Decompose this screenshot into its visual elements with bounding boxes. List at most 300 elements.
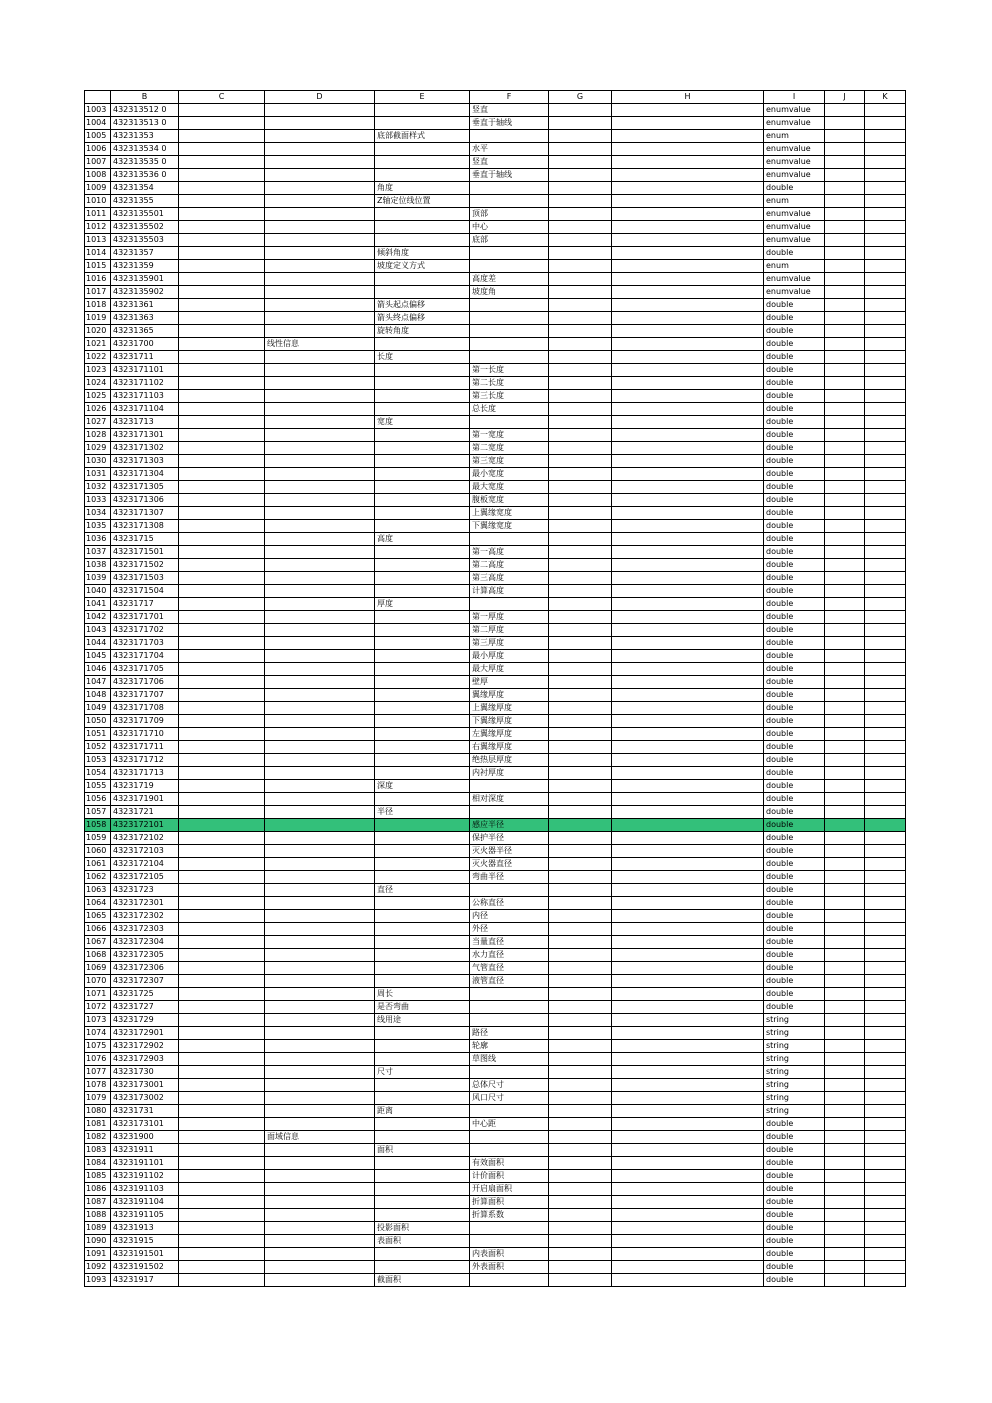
cell-b: 4323191502	[111, 1261, 179, 1274]
cell-c	[179, 1001, 265, 1014]
cell-d	[265, 598, 375, 611]
row-number: 1076	[85, 1053, 111, 1066]
cell-h	[612, 195, 764, 208]
cell-b: 4323171302	[111, 442, 179, 455]
table-row	[85, 923, 906, 936]
cell-f: 有效面积	[470, 1157, 549, 1170]
cell-i: double	[764, 845, 825, 858]
cell-g	[549, 377, 612, 390]
table-row	[85, 1092, 906, 1105]
cell-h	[612, 260, 764, 273]
table-row	[85, 351, 906, 364]
cell-c	[179, 858, 265, 871]
cell-h	[612, 364, 764, 377]
cell-e	[375, 507, 470, 520]
cell-j	[825, 975, 865, 988]
cell-h	[612, 676, 764, 689]
cell-i: double	[764, 1118, 825, 1131]
cell-h	[612, 416, 764, 429]
cell-g	[549, 845, 612, 858]
cell-i: double	[764, 793, 825, 806]
table-row	[85, 819, 906, 832]
cell-j	[825, 1040, 865, 1053]
cell-g	[549, 455, 612, 468]
cell-e	[375, 624, 470, 637]
cell-k	[865, 572, 906, 585]
table-row	[85, 754, 906, 767]
cell-c	[179, 156, 265, 169]
table-row	[85, 377, 906, 390]
cell-h	[612, 208, 764, 221]
cell-f: 中心距	[470, 1118, 549, 1131]
cell-b: 4323135902	[111, 286, 179, 299]
row-number: 1021	[85, 338, 111, 351]
cell-f: 第三厚度	[470, 637, 549, 650]
row-number: 1034	[85, 507, 111, 520]
cell-f	[470, 312, 549, 325]
cell-e: 表面积	[375, 1235, 470, 1248]
table-row	[85, 117, 906, 130]
row-number: 1007	[85, 156, 111, 169]
cell-h	[612, 312, 764, 325]
cell-d	[265, 117, 375, 130]
cell-i: enum	[764, 195, 825, 208]
row-number: 1005	[85, 130, 111, 143]
cell-g	[549, 208, 612, 221]
cell-k	[865, 1053, 906, 1066]
cell-b: 432313535 0	[111, 156, 179, 169]
cell-j	[825, 1118, 865, 1131]
cell-c	[179, 143, 265, 156]
cell-d	[265, 195, 375, 208]
cell-b: 4323172305	[111, 949, 179, 962]
cell-i: double	[764, 1196, 825, 1209]
cell-d	[265, 1040, 375, 1053]
cell-g	[549, 572, 612, 585]
cell-k	[865, 1222, 906, 1235]
cell-k	[865, 689, 906, 702]
cell-i: double	[764, 897, 825, 910]
row-number: 1012	[85, 221, 111, 234]
table-row	[85, 572, 906, 585]
cell-i: double	[764, 1248, 825, 1261]
cell-j	[825, 481, 865, 494]
cell-i: double	[764, 624, 825, 637]
cell-g	[549, 650, 612, 663]
cell-c	[179, 481, 265, 494]
cell-g	[549, 871, 612, 884]
cell-h	[612, 130, 764, 143]
cell-h	[612, 650, 764, 663]
row-number: 1080	[85, 1105, 111, 1118]
cell-i: enumvalue	[764, 117, 825, 130]
cell-h	[612, 403, 764, 416]
cell-b: 4323171707	[111, 689, 179, 702]
cell-b: 432313512 0	[111, 104, 179, 117]
cell-h	[612, 377, 764, 390]
row-number: 1088	[85, 1209, 111, 1222]
row-number: 1093	[85, 1274, 111, 1287]
cell-e	[375, 377, 470, 390]
cell-e	[375, 676, 470, 689]
cell-k	[865, 442, 906, 455]
cell-e	[375, 494, 470, 507]
cell-b: 4323172101	[111, 819, 179, 832]
cell-g	[549, 403, 612, 416]
cell-g	[549, 663, 612, 676]
cell-e: 长度	[375, 351, 470, 364]
row-number: 1014	[85, 247, 111, 260]
cell-j	[825, 429, 865, 442]
cell-g	[549, 741, 612, 754]
row-number: 1056	[85, 793, 111, 806]
cell-d	[265, 1196, 375, 1209]
cell-b: 43231723	[111, 884, 179, 897]
cell-g	[549, 611, 612, 624]
cell-c	[179, 1066, 265, 1079]
cell-c	[179, 117, 265, 130]
cell-h	[612, 351, 764, 364]
row-number: 1020	[85, 325, 111, 338]
cell-d	[265, 845, 375, 858]
cell-i: double	[764, 598, 825, 611]
cell-g	[549, 1222, 612, 1235]
cell-h	[612, 494, 764, 507]
cell-d	[265, 1209, 375, 1222]
table-row	[85, 1105, 906, 1118]
cell-c	[179, 182, 265, 195]
cell-f: 最大厚度	[470, 663, 549, 676]
cell-f: 气管直径	[470, 962, 549, 975]
cell-j	[825, 260, 865, 273]
cell-c	[179, 377, 265, 390]
cell-j	[825, 1105, 865, 1118]
cell-h	[612, 1235, 764, 1248]
cell-e	[375, 286, 470, 299]
cell-g	[549, 429, 612, 442]
cell-b: 4323135502	[111, 221, 179, 234]
cell-k	[865, 299, 906, 312]
cell-c	[179, 286, 265, 299]
cell-b: 4323172103	[111, 845, 179, 858]
cell-g	[549, 416, 612, 429]
cell-k	[865, 819, 906, 832]
cell-h	[612, 780, 764, 793]
cell-k	[865, 975, 906, 988]
cell-j	[825, 169, 865, 182]
cell-f	[470, 182, 549, 195]
cell-g	[549, 1248, 612, 1261]
cell-k	[865, 1183, 906, 1196]
cell-g	[549, 299, 612, 312]
cell-h	[612, 325, 764, 338]
cell-i: double	[764, 728, 825, 741]
cell-f: 水力直径	[470, 949, 549, 962]
cell-f: 灭火器直径	[470, 858, 549, 871]
cell-j	[825, 442, 865, 455]
cell-d	[265, 754, 375, 767]
cell-e	[375, 104, 470, 117]
cell-c	[179, 1092, 265, 1105]
cell-k	[865, 1001, 906, 1014]
cell-j	[825, 195, 865, 208]
row-number: 1037	[85, 546, 111, 559]
cell-c	[179, 442, 265, 455]
cell-j	[825, 1053, 865, 1066]
cell-b: 4323171301	[111, 429, 179, 442]
row-number: 1081	[85, 1118, 111, 1131]
row-number: 1038	[85, 559, 111, 572]
cell-b: 43231913	[111, 1222, 179, 1235]
cell-k	[865, 897, 906, 910]
cell-h	[612, 390, 764, 403]
table-row	[85, 1040, 906, 1053]
cell-d	[265, 429, 375, 442]
table-row	[85, 1066, 906, 1079]
cell-k	[865, 130, 906, 143]
cell-b: 4323171103	[111, 390, 179, 403]
cell-d	[265, 533, 375, 546]
cell-c	[179, 650, 265, 663]
cell-f: 第一宽度	[470, 429, 549, 442]
cell-c	[179, 923, 265, 936]
cell-k	[865, 429, 906, 442]
cell-h	[612, 845, 764, 858]
cell-j	[825, 1131, 865, 1144]
cell-e	[375, 637, 470, 650]
cell-i: double	[764, 650, 825, 663]
cell-j	[825, 156, 865, 169]
cell-i: enumvalue	[764, 169, 825, 182]
cell-g	[549, 585, 612, 598]
cell-f: 计算高度	[470, 585, 549, 598]
cell-f: 第一长度	[470, 364, 549, 377]
cell-i: enumvalue	[764, 234, 825, 247]
cell-k	[865, 1261, 906, 1274]
table-row	[85, 728, 906, 741]
cell-i: double	[764, 832, 825, 845]
cell-k	[865, 494, 906, 507]
cell-c	[179, 234, 265, 247]
table-row	[85, 1053, 906, 1066]
cell-e	[375, 845, 470, 858]
cell-h	[612, 1170, 764, 1183]
cell-g	[549, 962, 612, 975]
cell-i: double	[764, 494, 825, 507]
cell-k	[865, 650, 906, 663]
cell-k	[865, 312, 906, 325]
cell-b: 43231729	[111, 1014, 179, 1027]
cell-e	[375, 442, 470, 455]
cell-g	[549, 1183, 612, 1196]
cell-f: 外表面积	[470, 1261, 549, 1274]
cell-e: 箭头起点偏移	[375, 299, 470, 312]
cell-k	[865, 338, 906, 351]
cell-d	[265, 1183, 375, 1196]
cell-c	[179, 884, 265, 897]
table-row	[85, 546, 906, 559]
cell-h	[612, 234, 764, 247]
cell-j	[825, 832, 865, 845]
cell-j	[825, 546, 865, 559]
cell-f: 路径	[470, 1027, 549, 1040]
cell-h	[612, 468, 764, 481]
table-row	[85, 624, 906, 637]
cell-d	[265, 819, 375, 832]
cell-g	[549, 156, 612, 169]
cell-g	[549, 1014, 612, 1027]
cell-f: 当量直径	[470, 936, 549, 949]
cell-h	[612, 975, 764, 988]
cell-e	[375, 1027, 470, 1040]
row-number: 1031	[85, 468, 111, 481]
cell-k	[865, 1248, 906, 1261]
cell-f: 绝热层厚度	[470, 754, 549, 767]
cell-i: double	[764, 780, 825, 793]
cell-g	[549, 767, 612, 780]
table-row	[85, 286, 906, 299]
cell-j	[825, 650, 865, 663]
cell-j	[825, 117, 865, 130]
cell-f: 腹板宽度	[470, 494, 549, 507]
cell-h	[612, 507, 764, 520]
cell-j	[825, 1066, 865, 1079]
cell-j	[825, 858, 865, 871]
cell-d	[265, 208, 375, 221]
cell-k	[865, 195, 906, 208]
cell-d	[265, 936, 375, 949]
cell-c	[179, 1183, 265, 1196]
cell-g	[549, 520, 612, 533]
cell-g	[549, 1066, 612, 1079]
cell-i: double	[764, 1183, 825, 1196]
cell-b: 43231719	[111, 780, 179, 793]
cell-i: double	[764, 390, 825, 403]
row-number: 1054	[85, 767, 111, 780]
cell-f	[470, 1222, 549, 1235]
row-number: 1052	[85, 741, 111, 754]
cell-g	[549, 182, 612, 195]
cell-c	[179, 1118, 265, 1131]
cell-b: 4323171304	[111, 468, 179, 481]
cell-g	[549, 364, 612, 377]
cell-c	[179, 416, 265, 429]
cell-i: double	[764, 585, 825, 598]
cell-d	[265, 663, 375, 676]
cell-b: 4323171702	[111, 624, 179, 637]
cell-d	[265, 884, 375, 897]
cell-g	[549, 1131, 612, 1144]
cell-c	[179, 1248, 265, 1261]
cell-d	[265, 169, 375, 182]
cell-e	[375, 858, 470, 871]
cell-j	[825, 676, 865, 689]
cell-e	[375, 208, 470, 221]
cell-i: double	[764, 663, 825, 676]
row-number: 1089	[85, 1222, 111, 1235]
cell-k	[865, 1027, 906, 1040]
row-number: 1061	[85, 858, 111, 871]
cell-d	[265, 715, 375, 728]
cell-e	[375, 728, 470, 741]
table-row	[85, 390, 906, 403]
cell-f	[470, 130, 549, 143]
cell-c	[179, 312, 265, 325]
row-number: 1087	[85, 1196, 111, 1209]
cell-b: 43231713	[111, 416, 179, 429]
cell-h	[612, 1053, 764, 1066]
cell-h	[612, 585, 764, 598]
cell-j	[825, 520, 865, 533]
row-number: 1032	[85, 481, 111, 494]
cell-f	[470, 884, 549, 897]
cell-f: 最小厚度	[470, 650, 549, 663]
cell-d	[265, 767, 375, 780]
cell-i: enumvalue	[764, 273, 825, 286]
cell-b: 43231355	[111, 195, 179, 208]
cell-d	[265, 910, 375, 923]
cell-k	[865, 936, 906, 949]
cell-k	[865, 1170, 906, 1183]
row-number: 1028	[85, 429, 111, 442]
cell-e	[375, 1053, 470, 1066]
cell-e	[375, 1040, 470, 1053]
cell-c	[179, 988, 265, 1001]
cell-j	[825, 143, 865, 156]
cell-e	[375, 663, 470, 676]
cell-h	[612, 429, 764, 442]
cell-h	[612, 520, 764, 533]
cell-b: 432313534 0	[111, 143, 179, 156]
cell-k	[865, 533, 906, 546]
cell-g	[549, 143, 612, 156]
cell-c	[179, 273, 265, 286]
cell-g	[549, 468, 612, 481]
row-number: 1051	[85, 728, 111, 741]
cell-i: double	[764, 936, 825, 949]
cell-e	[375, 715, 470, 728]
cell-c	[179, 1027, 265, 1040]
cell-d	[265, 1066, 375, 1079]
cell-e: 底部截面样式	[375, 130, 470, 143]
cell-b: 4323172303	[111, 923, 179, 936]
cell-k	[865, 663, 906, 676]
table-row	[85, 182, 906, 195]
row-number: 1065	[85, 910, 111, 923]
cell-b: 4323171704	[111, 650, 179, 663]
cell-b: 43231730	[111, 1066, 179, 1079]
row-number: 1078	[85, 1079, 111, 1092]
cell-d	[265, 494, 375, 507]
cell-c	[179, 1040, 265, 1053]
cell-f: 上翼缘宽度	[470, 507, 549, 520]
row-number: 1059	[85, 832, 111, 845]
cell-e: 半径	[375, 806, 470, 819]
cell-k	[865, 806, 906, 819]
cell-k	[865, 871, 906, 884]
cell-j	[825, 247, 865, 260]
cell-i: double	[764, 429, 825, 442]
cell-f: 右翼缘厚度	[470, 741, 549, 754]
cell-g	[549, 806, 612, 819]
cell-h	[612, 923, 764, 936]
table-row	[85, 273, 906, 286]
table-row	[85, 1209, 906, 1222]
row-number: 1085	[85, 1170, 111, 1183]
table-row	[85, 312, 906, 325]
cell-g	[549, 325, 612, 338]
cell-h	[612, 598, 764, 611]
